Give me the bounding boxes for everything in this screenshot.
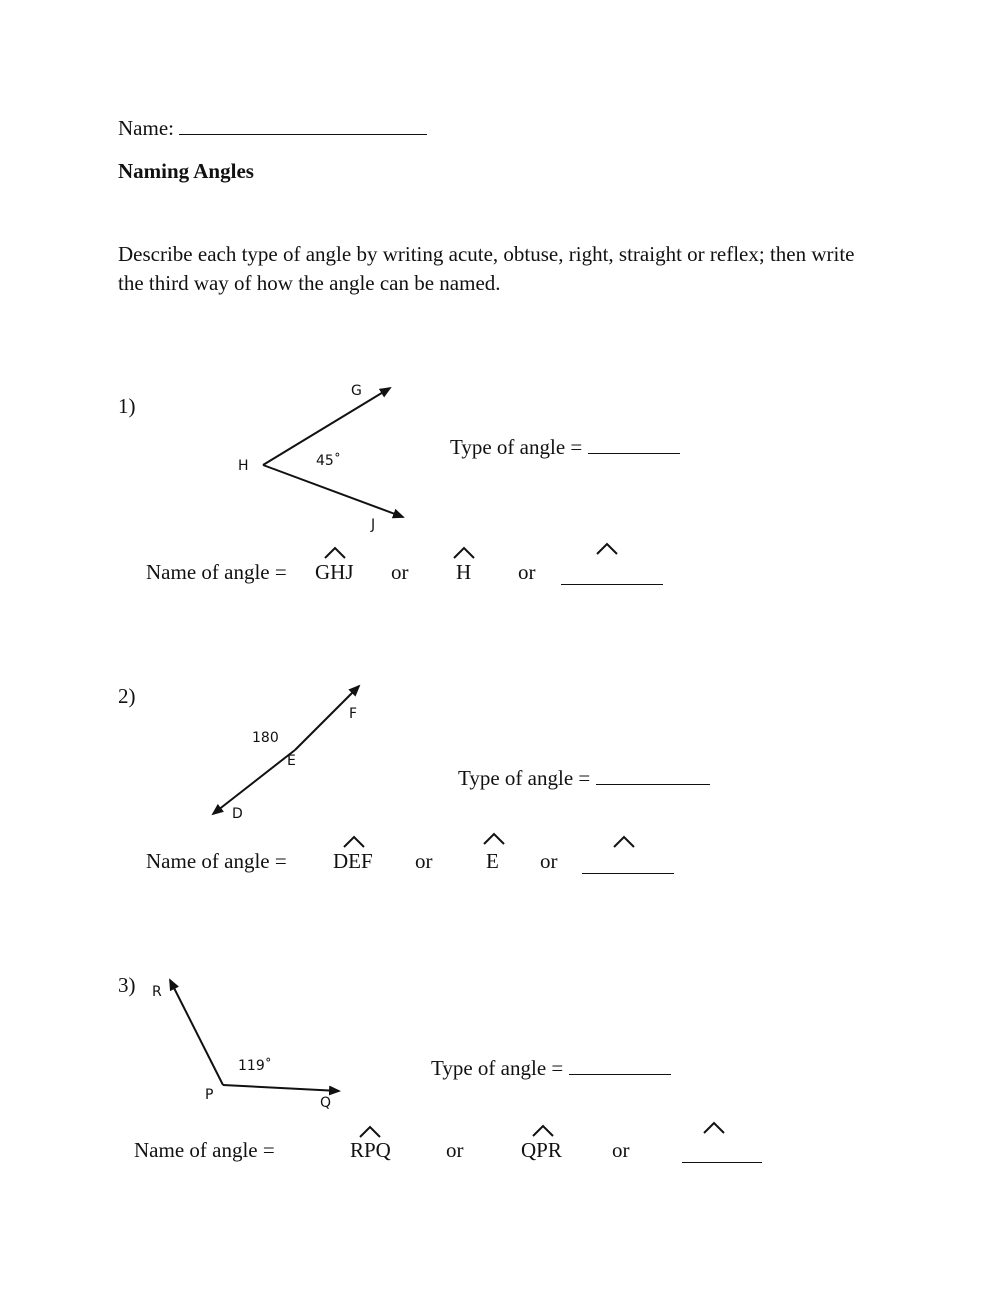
type-of-angle-blank[interactable] [596,766,710,785]
page-title: Naming Angles [118,159,254,183]
name-label: Name: [118,116,174,140]
name-of-angle-label: Name of angle = [134,1138,275,1162]
hat-icon [325,548,345,558]
angle-name-blank[interactable] [582,855,674,879]
hat-icon [533,1126,553,1136]
point-label-f: F [349,706,358,722]
angle-name-2: H [456,560,472,584]
angle-name-1: RPQ [350,1138,391,1162]
type-of-angle-row [458,766,710,791]
type-of-angle-label: Type of angle = [450,435,583,459]
angle-name-blank[interactable] [561,566,663,590]
or-label: or [612,1138,630,1162]
problem-number: 1) [118,394,136,418]
type-of-angle-blank[interactable] [588,435,680,454]
type-of-angle-label: Type of angle = [431,1056,564,1080]
point-label-g: G [351,383,362,399]
point-label-j: J [371,517,376,533]
point-label-q: Q [320,1095,332,1111]
hat-icon [484,834,504,844]
name-of-angle-label: Name of angle = [146,849,287,873]
type-of-angle-row [431,1056,671,1081]
hat-icon [454,548,474,558]
ray-pq [223,1085,339,1091]
or-label: or [518,560,536,584]
point-label-r: R [152,984,162,1000]
hat-icon [360,1127,380,1137]
angle-measure: 45˚ [316,453,341,469]
hat-icon [704,1123,724,1133]
or-label: or [540,849,558,873]
problem-number: 3) [118,973,136,997]
point-label-d: D [232,806,243,822]
hat-icon [614,837,634,847]
angle-name-2: E [486,849,499,873]
type-of-angle-blank[interactable] [569,1056,671,1075]
angle-name-1: GHJ [315,560,354,584]
or-label: or [391,560,409,584]
angle-name-1: DEF [333,849,373,873]
or-label: or [446,1138,464,1162]
instructions: Describe each type of angle by writing acute, obtuse, right, straight or reflex; then write the third way of how the angle can be named. [118,242,855,295]
hat-icon [344,837,364,847]
angle-name-blank[interactable] [682,1144,762,1168]
type-of-angle-row [450,435,680,460]
point-label-e: E [287,753,296,769]
type-of-angle-label: Type of angle = [458,766,591,790]
or-label: or [415,849,433,873]
hat-icon [597,544,617,554]
ray-ed [213,750,295,814]
angle-measure: 180 [252,730,279,746]
angle-name-2: QPR [521,1138,562,1162]
point-label-h: H [238,458,249,474]
name-of-angle-label: Name of angle = [146,560,287,584]
ray-hj [263,465,403,517]
problem-number: 2) [118,684,136,708]
ray-pr [170,980,223,1085]
point-label-p: P [205,1087,214,1103]
angle-measure: 119˚ [238,1058,272,1074]
